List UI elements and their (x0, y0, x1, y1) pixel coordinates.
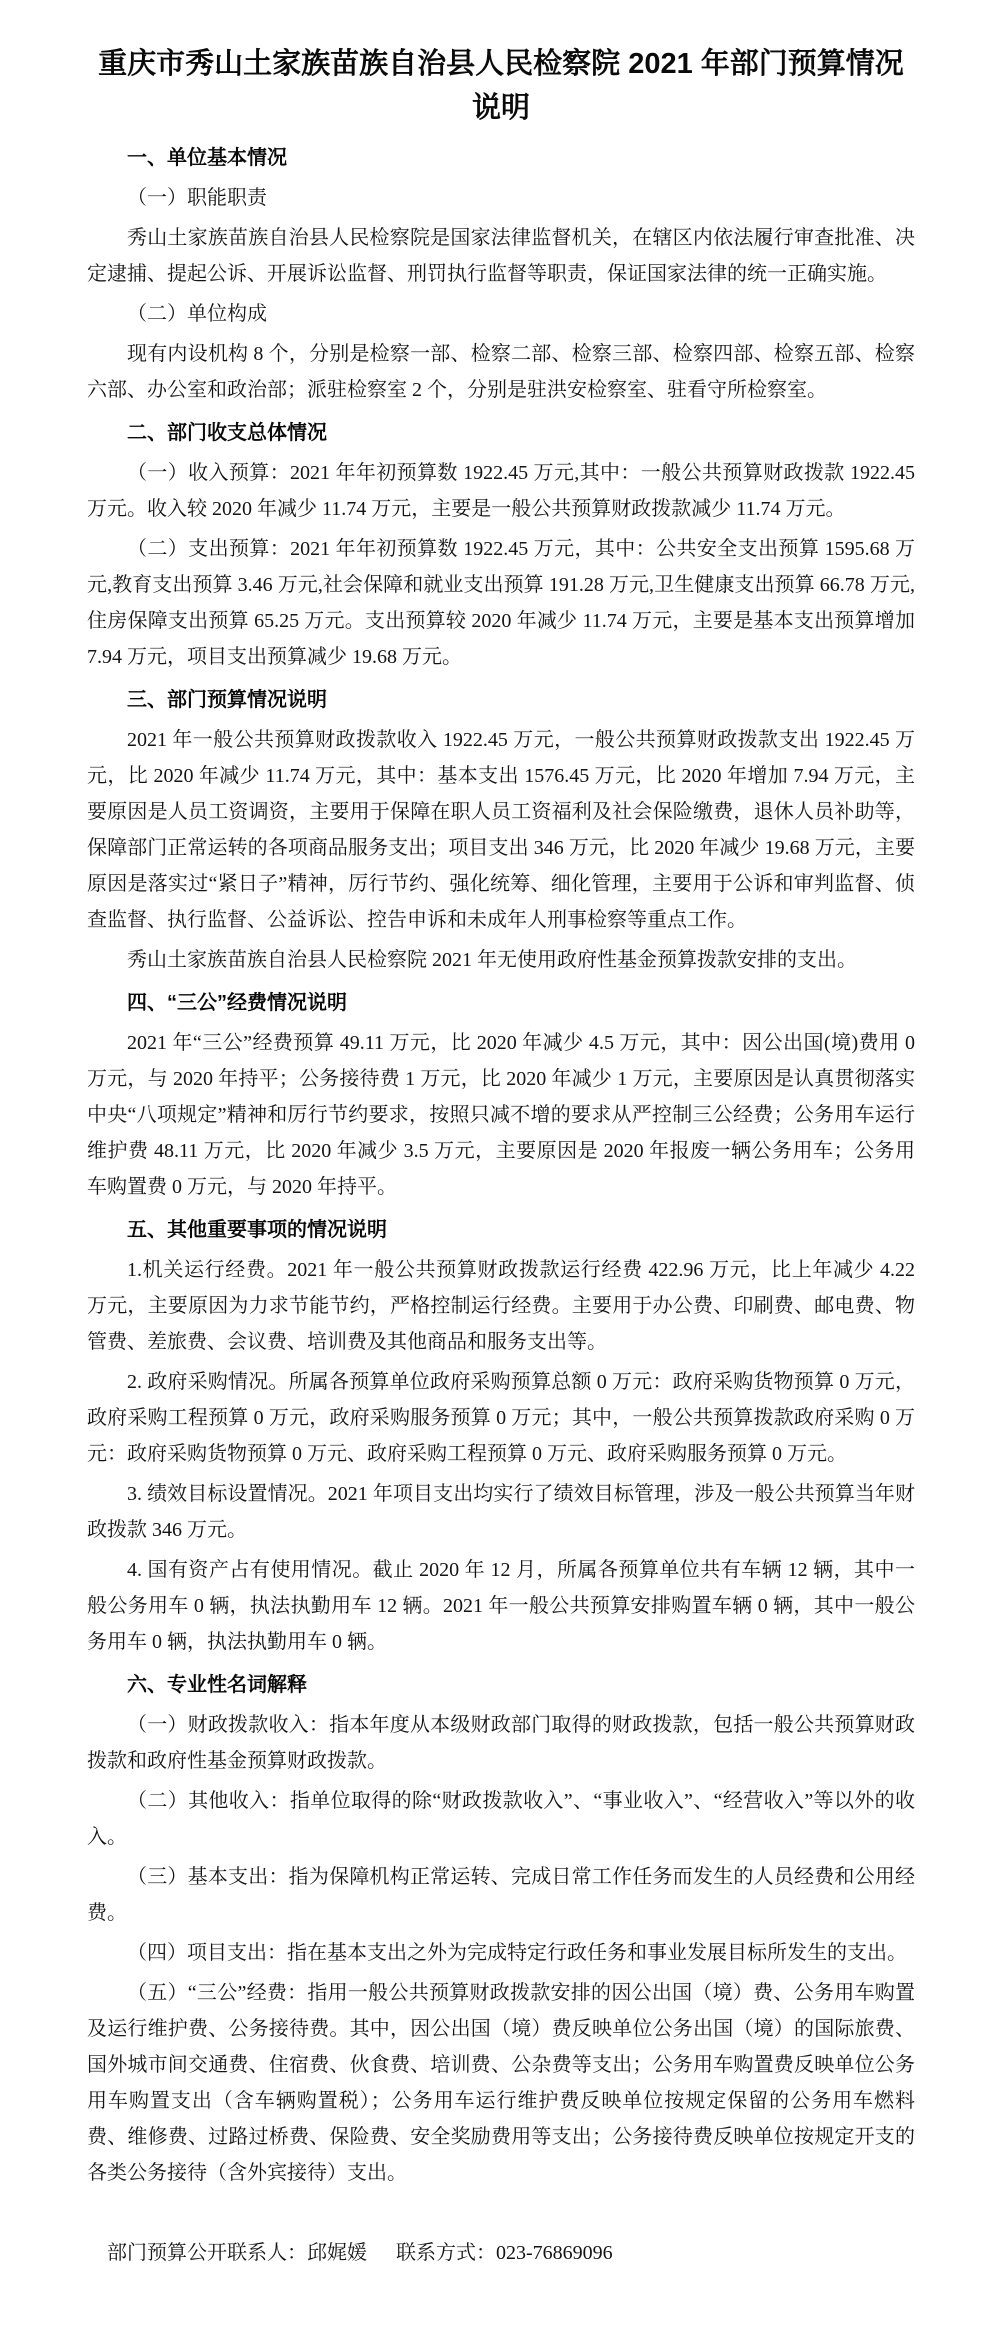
document-title: 重庆市秀山土家族苗族自治县人民检察院 2021 年部门预算情况说明 (98, 48, 904, 124)
paragraph: 秀山土家族苗族自治县人民检察院 2021 年无使用政府性基金预算拨款安排的支出。 (127, 949, 857, 971)
section-heading-4: 四、“三公”经费情况说明 (127, 992, 347, 1014)
paragraph: （二）支出预算：2021 年年初预算数 1922.45 万元，其中：公共安全支出预算 1595.68 万元,教育支出预算 3.46 万元,社会保障和就业支出预算 191.28 万元,卫生健康支出预算 66.78 万元,住房保障支出预算 65.25 万元。支出预算较 2020 年减少 11.74 万元，主要是基本支出预算增加 7.94 万元，项目支出预算减少 19.68 万元。 (87, 538, 915, 668)
section-heading-2: 二、部门收支总体情况 (127, 422, 327, 444)
section-basic-info (87, 140, 915, 408)
paragraph: （二）其他收入：指单位取得的除“财政拨款收入”、“事业收入”、“经营收入”等以外的收入。 (87, 1790, 915, 1848)
paragraph: 2021 年一般公共预算财政拨款收入 1922.45 万元，一般公共预算财政拨款支出 1922.45 万元，比 2020 年减少 11.74 万元，其中：基本支出 1576.45 万元，比 2020 年增加 7.94 万元，主要原因是人员工资调资，主要用于保障在职人员工资福利及社会保险缴费，退休人员补助等，保障部门正常运转的各项商品服务支出；项目支出 346 万元，比 2020 年减少 19.68 万元，主要原因是落实过“紧日子”精神，厉行节约、强化统筹、细化管理，主要用于公诉和审判监督、侦查监督、执行监督、公益诉讼、控告申诉和未成年人刑事检察等重点工作。 (87, 729, 915, 931)
paragraph: 2. 政府采购情况。所属各预算单位政府采购预算总额 0 万元：政府采购货物预算 0 万元，政府采购工程预算 0 万元，政府采购服务预算 0 万元；其中，一般公共预算拨款政府采购 0 万元：政府采购货物预算 0 万元、政府采购工程预算 0 万元、政府采购服务预算 0 万元。 (87, 1371, 915, 1465)
contact-phone: 联系方式：023-76869096 (396, 2242, 613, 2264)
section-heading-1: 一、单位基本情况 (127, 147, 287, 169)
paragraph: 2021 年“三公”经费预算 49.11 万元，比 2020 年减少 4.5 万元，其中：因公出国(境)费用 0 万元，与 2020 年持平；公务接待费 1 万元，比 2020 年减少 1 万元，主要原因是认真贯彻落实中央“八项规定”精神和厉行节约要求，按照只减不增的要求从严控制三公经费；公务用车运行维护费 48.11 万元，比 2020 年减少 3.5 万元，主要原因是 2020 年报废一辆公务用车；公务用车购置费 0 万元，与 2020 年持平。 (87, 1032, 915, 1198)
section-heading-3: 三、部门预算情况说明 (127, 689, 327, 711)
contact-person: 部门预算公开联系人：邱娓媛 (107, 2242, 367, 2264)
paragraph: （三）基本支出：指为保障机构正常运转、完成日常工作任务而发生的人员经费和公用经费。 (87, 1866, 915, 1924)
contact-info-line (87, 2235, 915, 2271)
section-revenue-expenditure (87, 415, 915, 675)
paragraph: （四）项目支出：指在基本支出之外为完成特定行政任务和事业发展目标所发生的支出。 (127, 1942, 907, 1964)
paragraph: （一）收入预算：2021 年年初预算数 1922.45 万元,其中：一般公共预算财政拨款 1922.45 万元。收入较 2020 年减少 11.74 万元，主要是一般公共预算财政拨款减少 11.74 万元。 (87, 462, 915, 520)
section-heading-5: 五、其他重要事项的情况说明 (127, 1219, 387, 1241)
section-terminology (87, 1667, 915, 2191)
section-other-important-matters (87, 1212, 915, 1660)
sub-heading: （二）单位构成 (127, 303, 267, 325)
sub-heading: （一）职能职责 (127, 187, 267, 209)
section-budget-explanation (87, 682, 915, 978)
paragraph: 现有内设机构 8 个，分别是检察一部、检察二部、检察三部、检察四部、检察五部、检察六部、办公室和政治部；派驻检察室 2 个，分别是驻洪安检察室、驻看守所检察室。 (87, 343, 915, 401)
paragraph: （五）“三公”经费：指用一般公共预算财政拨款安排的因公出国（境）费、公务用车购置及运行维护费、公务接待费。其中，因公出国（境）费反映单位公务出国（境）的国际旅费、国外城市间交通费、住宿费、伙食费、培训费、公杂费等支出；公务用车购置费反映单位公务用车购置支出（含车辆购置税）；公务用车运行维护费反映单位按规定保留的公务用车燃料费、维修费、过路过桥费、保险费、安全奖励费用等支出；公务接待费反映单位按规定开支的各类公务接待（含外宾接待）支出。 (87, 1982, 915, 2184)
paragraph: （一）财政拨款收入：指本年度从本级财政部门取得的财政拨款，包括一般公共预算财政拨款和政府性基金预算财政拨款。 (87, 1714, 915, 1772)
paragraph: 3. 绩效目标设置情况。2021 年项目支出均实行了绩效目标管理，涉及一般公共预算当年财政拨款 346 万元。 (87, 1483, 915, 1541)
paragraph: 秀山土家族苗族自治县人民检察院是国家法律监督机关，在辖区内依法履行审查批准、决定逮捕、提起公诉、开展诉讼监督、刑罚执行监督等职责，保证国家法律的统一正确实施。 (87, 227, 915, 285)
section-heading-6: 六、专业性名词解释 (127, 1674, 307, 1696)
section-three-public-expenses (87, 985, 915, 1205)
paragraph: 4. 国有资产占有使用情况。截止 2020 年 12 月，所属各预算单位共有车辆 12 辆，其中一般公务用车 0 辆，执法执勤用车 12 辆。2021 年一般公共预算安排购置车辆 0 辆，其中一般公务用车 0 辆，执法执勤用车 0 辆。 (87, 1559, 915, 1653)
paragraph: 1.机关运行经费。2021 年一般公共预算财政拨款运行经费 422.96 万元，比上年减少 4.22 万元，主要原因为力求节能节约，严格控制运行经费。主要用于办公费、印刷费、邮电费、物管费、差旅费、会议费、培训费及其他商品和服务支出等。 (87, 1259, 915, 1353)
